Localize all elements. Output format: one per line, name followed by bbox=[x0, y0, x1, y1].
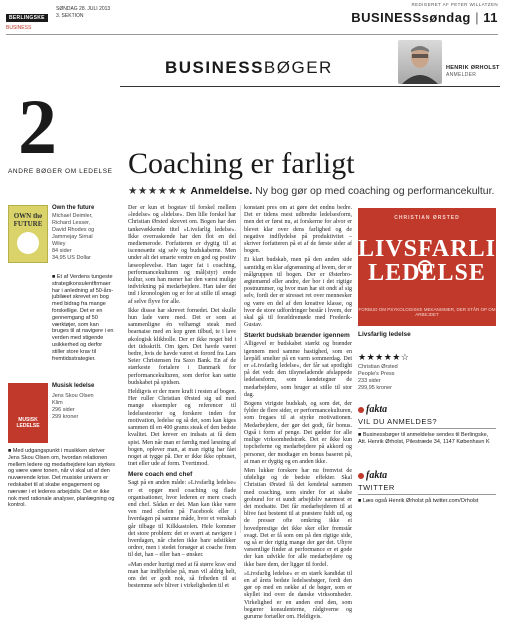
fakta-label-text: fakta bbox=[366, 404, 388, 415]
paragraph: Ikke dissse har skrevet fornedet. Det skulle hun lade være med. Det er som at sammenligne én velhængt steak med bearnaise med en kop grøn tilbud, te i lave økologisk klikbolle. Der er ikke noget bid i det tidsskrift. Om igen. Det havde været bedre, hvis de havde været et forord fra Lars Seier Christensen fra Saxo Bank. En af de stærkeste fortalere i Danmark for performancekulturen, som derfor kan sætte budskabet på spidsen. bbox=[128, 307, 236, 386]
dateline bbox=[56, 6, 110, 20]
column-divider bbox=[240, 205, 241, 533]
paragraph: konstant pres om at gøre det endnu bedre. Det er tidens mest udbredte ledelsesform, men det er først nu, at forskerne for alvor er blevet klar over dens farlighed og de negative indflydelse på produktivitet – skriver forfatteren på et af de første sider af bogen. bbox=[244, 205, 352, 255]
book2-body: ■ Med udgangspunkt i musikken skriver Jens Skou Olsen om, hvordan relationen mellem ledere og medarbejdere kan styrkes og være være tonen, når vi skal ud af den nuværende krise. Det musiske univers er redskabet til at skabe engagement og nærvær i et lederes arbejdsliv. Det er ikke nok med rationale analyser, planlægning og kontrol. bbox=[8, 448, 115, 509]
book1-publisher: Wiley bbox=[52, 241, 66, 247]
book1-author: Michael Deimler, bbox=[52, 213, 93, 219]
paragraph: Bogens virigste budskab, og som det, der fylder de flere sider, er performancekulturen, som fregaes til at styrke motivationen. Medarbejdere, der gør det godt, får bonus. Også i form af penge. Det gælder for alle mulige virksomhedstræk. Det er ikke kun topcheferne og medarbejdere på akkord og personer, der modtager en bonus baseret på, at man er dygtig og en anden ikke. bbox=[244, 401, 352, 465]
fakta-box-twitter bbox=[358, 470, 496, 505]
paragraph: Alligevel er budskabet stærkt og brænder igennem med samme hastighed, som en lavpåfl smelter på en varm sommerdag. Det er »Livsfarlig ledelse«, der får sat spotlight på det vedr. den tilsyneladende afslappede ledelsesform, som kendetegner de medarbejdere, som bruger at stille til stor dag. bbox=[244, 341, 352, 398]
banner-part2: BØGER bbox=[263, 58, 333, 77]
book2-publisher: Klim bbox=[52, 400, 63, 406]
review-stars: ★★★★★☆ bbox=[358, 352, 410, 362]
masthead bbox=[6, 6, 166, 34]
fakta-dot-icon bbox=[358, 407, 364, 413]
fakta-body: ■ Businessbøger til anmeldelse sendes til Berlingske, Att. Henrik Ørholst, Pilestræde 34, 1147 København K bbox=[358, 432, 490, 445]
book-cover-text: MUSISK LEDELSE bbox=[16, 417, 40, 429]
fakta-box-submissions bbox=[358, 404, 496, 446]
banner-part1: BUSINESS bbox=[165, 58, 264, 77]
book2-info bbox=[52, 383, 116, 421]
book1-body: ■ Et af Verdens tungeste strategikonsulentfirmaer har i anledning af 50-års-jubilæet skrevet en bog med bidrag fra mange forskellige. Det er en gennemgang af 50 værktøjer, som kan bruges til at navigere i en verden med stigende usikkerhed og derfor stiller store krav til fremtidsstrategier. bbox=[52, 274, 114, 362]
paragraph: Men lukker forskere har nu fremvist de ufølelige og de bedste effekter. Skal Christian Ørsted få det kendetal sammen med coaching, som sinder for at skabe grobund for et sundt arbejdsliv nærmest er det modsatte. Det får medarbejderen til at blive fast bestemt til at præstere fuldt ud, og de presser ofte omkring ikke et hovedprestige det ikke sker eller fremstår svagt. Det er få som om på den rigtige side, og så er der rigtig mange der gør det. Uhyre væsentlige finder at performance er et gode der kan udvikle for alle medarbejdere og ikke bare dem, der ligger til fordel. bbox=[244, 467, 352, 568]
section-header: BUSINESSsøndag | 11 bbox=[351, 10, 498, 25]
paragraph: Sagt på en anden måde: »Livsfarlig ledelse« er et opgør med coaching og flade organisationer, hvor lederen er mere coach end chef. Sådan er det. Man kan ikke være ven med chefen på Facebook eller i hverdagen på samme måde, hvor et venskab går tilbage til Kilkkastolen. Hele kommer det store problem: det er svært at navigere i hverdagen, når chefen ikke bare udstikker ordrer, men i stedet forsøger at coache frem til det, han – eller han – ønsker. bbox=[128, 480, 236, 559]
book2-pages: 296 sider bbox=[52, 407, 75, 413]
page-number: 11 bbox=[483, 10, 498, 25]
fakta-heading: TWITTER bbox=[358, 483, 496, 495]
review-author: Christian Ørsted bbox=[358, 364, 398, 370]
top-rule bbox=[6, 34, 498, 35]
falling-figure-icon bbox=[418, 260, 432, 274]
section-banner bbox=[165, 58, 333, 78]
book-cover-own-the-future bbox=[8, 205, 48, 263]
review-caption: Livsfarlig ledelse bbox=[358, 331, 411, 338]
fakta-label-text: fakta bbox=[366, 470, 388, 481]
paragraph: »Livsfarlig ledelse« er en stærk kandidat til en af årets bedste ledelsesbøger, fordi den gør op med en række af de bøger, som er skyllet ind over de danske virksomheder. Virkelighed er en anden end den, som begærer konsulenterne, rådgiverne og gururne fortæller om. Heldigvis. bbox=[244, 570, 352, 620]
rating-stars: ★★★★★★ bbox=[128, 185, 188, 197]
book-cover-text: OWN the FUTURE bbox=[13, 212, 43, 228]
fakta-label bbox=[358, 470, 496, 481]
book1-pages: 84 sider bbox=[52, 248, 72, 254]
fakta-body[interactable]: ■ Læs også Henrik Ørholst på twitter.com/Orholst bbox=[358, 498, 479, 504]
fakta-label bbox=[358, 404, 496, 415]
deck-label: Anmeldelse. bbox=[190, 185, 253, 197]
sidebar-number: 2 bbox=[18, 83, 57, 170]
newspaper-logo: BERLINGSKE bbox=[6, 14, 48, 22]
book2-title: Musisk ledelse bbox=[52, 383, 95, 389]
review-pages: 233 sider bbox=[358, 378, 381, 384]
book1-author: Jammejay Sirnal bbox=[52, 234, 93, 240]
book1-author: David Rhodes og bbox=[52, 227, 95, 233]
banner-rule bbox=[120, 86, 500, 87]
section-title: BUSINESSsøndag bbox=[351, 10, 471, 25]
article-headline: Coaching er farligt bbox=[128, 147, 355, 180]
reviewer-role: ANMELDER bbox=[446, 72, 477, 78]
reviewer-photo bbox=[398, 40, 442, 84]
book1-author: Richard Lesser, bbox=[52, 220, 91, 226]
paragraph: »Man ender hurtigt med at få større krav end man har indflydelse på, man vil aldrig helt, om det er godt nok, så friheden til at bestemme selv bliver i virkeligheden til et bbox=[128, 561, 236, 590]
paragraph: Et klart budskab, men på den anden side samtidig en klar afgrænsning af hvem, der er målgruppen til bogen. Der er Østerbro-ægtemænd eller andre, der bor i det rigtige postnummer, og hvor man har sit ondt af sig selv, fordi der er stresset ret over mennesker og være en del af den kreative klasse, og hvor de store udfordringer består i hvem, der skal gå til forældremøde med Frederik-Gustav. bbox=[244, 257, 352, 329]
review-publisher: People's Press bbox=[358, 371, 395, 377]
book1-meta bbox=[52, 213, 116, 262]
paragraph: Heldigvis er der mere kraft i resten af bogen. Her ruller Christian Ørsted sig ud med mange eksempler og referencer til ledelsesteorier og forskere inden for motivation, ledelse og så det, som kan kiges sammen til en 400 grams steak ef den bedste kvalitet. Det krever en indsats at få dem spist. Men når man er færdig med læsning af bogen, oplever man, at man rigtig har fået noget at tygge på. Der er ikke ikke opbuset, træt eller ude af form. Tvertimod. bbox=[128, 389, 236, 468]
sidebar-label: ANDRE BØGER OM LEDELSE bbox=[8, 168, 113, 175]
book2-price: 299 kroner bbox=[52, 414, 79, 420]
book1-info bbox=[52, 205, 116, 262]
article-column-1 bbox=[128, 205, 236, 590]
fakta-heading: VIL DU ANMELDES? bbox=[358, 417, 496, 429]
article-deck bbox=[128, 185, 498, 197]
fakta-dot-icon bbox=[358, 473, 364, 479]
cover-subtitle: FORBUD OM PSYKOLOGISKE MEKANISMER, DER STÅR OP OM ARBEJDET bbox=[358, 307, 496, 317]
reviewer-name: HENRIK ØRHOLST bbox=[446, 65, 500, 71]
subheading: Stærkt budskab brænder igennem bbox=[244, 332, 350, 340]
book1-price: 34,95 US Dollar bbox=[52, 255, 91, 261]
logo-subtitle: BUSINESS bbox=[6, 25, 32, 31]
subheading: Mere coach end chef bbox=[128, 471, 193, 479]
cover-title: LIVSFARLIG LEDELSE bbox=[358, 236, 516, 286]
book-cover-musisk-ledelse bbox=[8, 383, 48, 443]
cover-graphic bbox=[17, 232, 39, 254]
book-cover-livsfarlig-ledelse bbox=[358, 208, 516, 326]
section-number-text: 3. SEKTION bbox=[56, 13, 84, 19]
book2-meta bbox=[52, 393, 116, 421]
article-column-2 bbox=[244, 205, 352, 620]
review-price: 299,95 kroner bbox=[358, 385, 392, 391]
editor-credit: REDIGERET AF PETER WILLATZEN bbox=[411, 2, 498, 7]
book2-author: Jens Skou Olsen bbox=[52, 393, 94, 399]
book1-title: Own the future bbox=[52, 205, 95, 211]
review-meta bbox=[358, 364, 398, 392]
paragraph: Der er kun et bogstav til forskel mellem »ledelse« og »lidelse«. Den lille forskel har Christian Ørsted skrevet om. Bogen har den tankevækkende titel »Livsfarlig ledelse«. Ikke overraskende har den flot en del mediemerode. Forfatteren er dygtig til at iscenesætte sig selv og budskaberne. Men under alt det smarte ventre en god og positiv læseoplevelse. Han tager fat i coaching, performancekulturen og mål(styr) erede kultur, som han mener har den værst mulige indvirkning på medarbejdere. Han taler det ind i kronologien og er for at stille til smagt af selve flyve for alle. bbox=[128, 205, 236, 305]
date-text: SØNDAG 28. JULI 2013 bbox=[56, 6, 111, 12]
person-icon bbox=[398, 40, 442, 84]
deck-text: Ny bog gør op med coaching og performancekultur. bbox=[252, 185, 495, 197]
cover-author: CHRISTIAN ØRSTED bbox=[394, 215, 460, 221]
